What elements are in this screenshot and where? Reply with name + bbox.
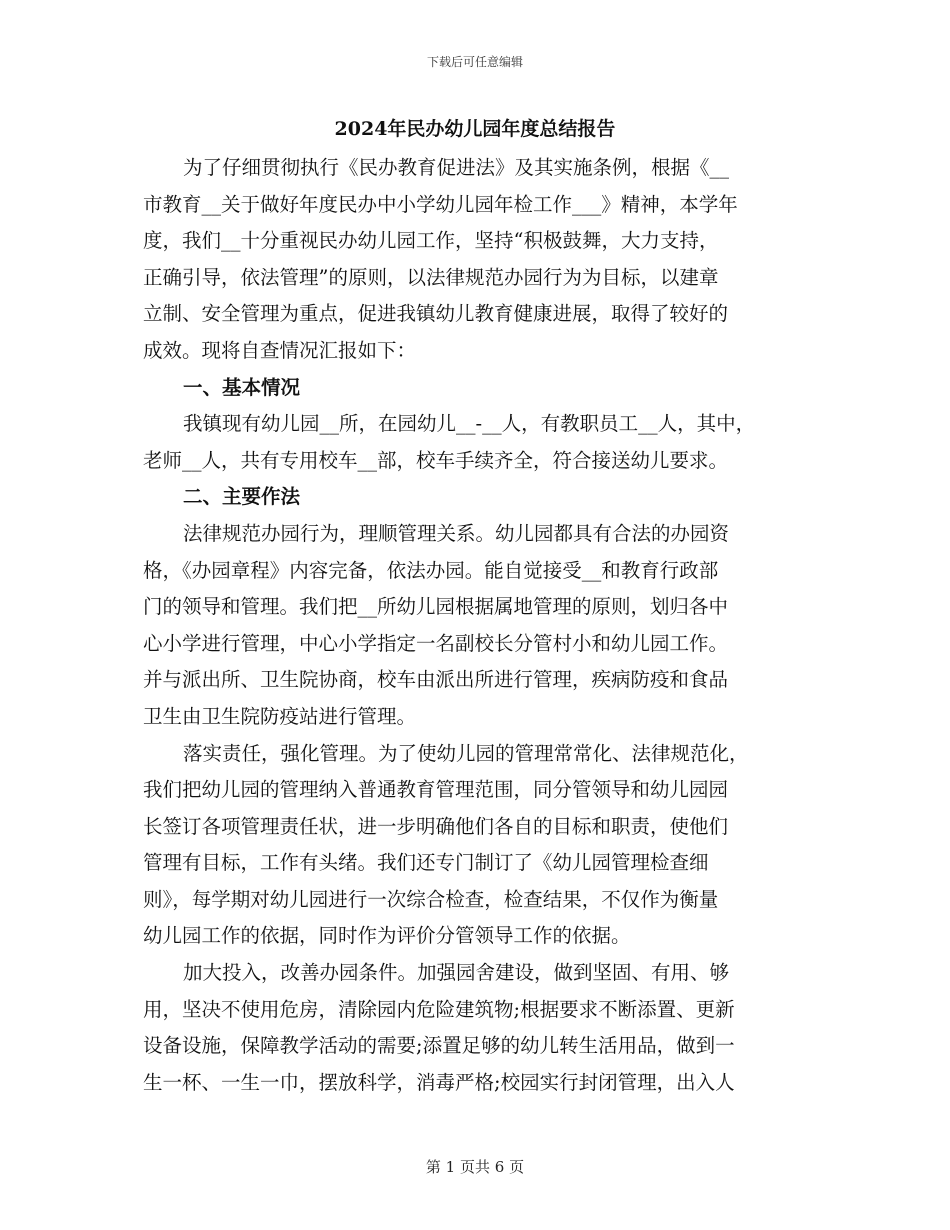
body-line: 并与派出所、卫生院协商，校车由派出所进行管理，疾病防疫和食品 [143,668,729,692]
body-line: 法律规范办园行为，理顺管理关系。幼儿园都具有合法的办园资 [183,521,730,545]
body-line: 加大投入，改善办园条件。加强园舍建设，做到坚固、有用、够 [183,961,730,985]
body-line: 成效。现将自查情况汇报如下： [143,338,417,362]
body-line: 长签订各项管理责任状，进一步明确他们各自的目标和职责，使他们 [143,814,729,838]
section-heading-basic: 一、基本情况 [183,375,301,399]
body-line: 用，坚决不使用危房，清除园内危险建筑物;根据要求不断添置、更新 [143,997,735,1021]
body-line: 立制、安全管理为重点，促进我镇幼儿教育健康进展，取得了较好的 [143,302,729,326]
body-line: 生一杯、一生一巾，摆放科学，消毒严格;校园实行封闭管理，出入人 [143,1070,735,1094]
page-footer: 第 1 页共 6 页 [425,1158,525,1176]
body-line: 管理有目标，工作有头绪。我们还专门制订了《幼儿园管理检查细 [143,851,709,875]
body-line: 市教育__关于做好年度民办中小学幼儿园年检工作___》精神，本学年 [143,192,738,216]
body-line: 心小学进行管理，中心小学指定一名副校长分管村小和幼儿园工作。 [143,631,729,655]
section-heading-practice: 二、主要作法 [183,485,301,509]
body-line: 卫生由卫生院防疫站进行管理。 [143,704,417,728]
body-line: 正确引导，依法管理”的原则，以法律规范办园行为为目标，以建章 [143,265,719,289]
body-line: 我镇现有幼儿园__所，在园幼儿__-__人，有教职员工__人，其中， [183,412,756,436]
body-line: 为了仔细贯彻执行《民办教育促进法》及其实施条例，根据《__ [183,156,730,179]
body-line: 幼儿园工作的依据，同时作为评价分管领导工作的依据。 [143,924,631,948]
body-line: 落实责任，强化管理。为了使幼儿园的管理常常化、法律规范化， [183,741,749,765]
body-line: 门的领导和管理。我们把__所幼儿园根据属地管理的原则，划归各中 [143,595,729,619]
body-line: 则》，每学期对幼儿园进行一次综合检查，检查结果，不仅作为衡量 [143,887,719,911]
document-title: 2024年民办幼儿园年度总结报告 [334,118,616,140]
body-line: 度，我们__十分重视民办幼儿园工作，坚持“积极鼓舞，大力支持， [143,229,719,253]
body-line: 设备设施，保障教学活动的需要;添置足够的幼儿转生活用品，做到一 [143,1034,735,1058]
body-line: 老师__人，共有专用校车__部，校车手续齐全，符合接送幼儿要求。 [143,448,729,472]
header-note: 下载后可任意编辑 [426,55,523,69]
document-body [143,150,833,1101]
body-line: 格，《办园章程》内容完备，依法办园。能自觉接受__和教育行政部 [143,558,719,582]
body-line: 我们把幼儿园的管理纳入普通教育管理范围，同分管领导和幼儿园园 [143,778,729,802]
